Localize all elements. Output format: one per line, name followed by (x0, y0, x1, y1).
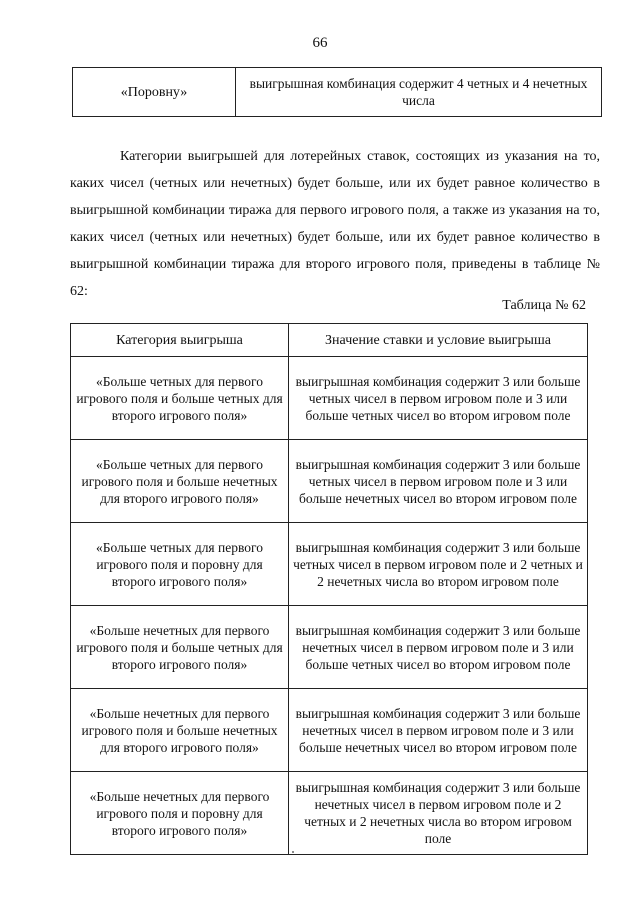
prize-categories-table (70, 323, 588, 855)
condition-cell: выигрышная комбинация содержит 3 или больше четных чисел в первом игровом поле и 3 или больше нечетных чисел во втором игровом поле (289, 440, 588, 523)
condition-cell: выигрышная комбинация содержит 3 или больше нечетных чисел в первом игровом поле и 3 или больше нечетных чисел во втором игровом поле (289, 689, 588, 772)
table-row (71, 440, 588, 523)
category-cell: «Поровну» (73, 68, 236, 117)
table-row (71, 357, 588, 440)
category-cell: «Больше четных для первого игрового поля и больше нечетных для второго игрового поля» (71, 440, 289, 523)
category-cell: «Больше четных для первого игрового поля и поровну для второго игрового поля» (71, 523, 289, 606)
condition-cell: выигрышная комбинация содержит 3 или больше нечетных чисел в первом игровом поле и 3 или больше четных чисел во втором игровом поле (289, 606, 588, 689)
column-header-condition: Значение ставки и условие выигрыша (289, 324, 588, 357)
body-paragraph: Категории выигрышей для лотерейных ставок, состоящих из указания на то, каких чисел (четных или нечетных) будет больше, или их будет равное количество в выигрышной комбинации тиража для первого игрового поля, а также из указания на то, каких чисел (четных или нечетных) будет больше, или их будет равное количество в выигрышной комбинации тиража для второго игрового поля, приведены в таблице № 62: (70, 149, 600, 299)
category-cell: «Больше нечетных для первого игрового поля и больше четных для второго игрового поля» (71, 606, 289, 689)
scan-speck (292, 851, 294, 853)
category-cell: «Больше четных для первого игрового поля и больше четных для второго игрового поля» (71, 357, 289, 440)
column-header-category: Категория выигрыша (71, 324, 289, 357)
condition-cell: выигрышная комбинация содержит 4 четных и 4 нечетных числа (236, 68, 602, 117)
table-row (71, 772, 588, 855)
table-row (73, 68, 602, 117)
table-header-row (71, 324, 588, 357)
condition-cell: выигрышная комбинация содержит 3 или больше четных чисел в первом игровом поле и 3 или больше четных чисел во втором игровом поле (289, 357, 588, 440)
table-caption: Таблица № 62 (502, 298, 586, 313)
condition-cell: выигрышная комбинация содержит 3 или больше четных чисел в первом игровом поле и 2 четных и 2 нечетных числа во втором игровом поле (289, 523, 588, 606)
page-number: 66 (312, 35, 328, 51)
category-cell: «Больше нечетных для первого игрового поля и поровну для второго игрового поля» (71, 772, 289, 855)
top-table (72, 67, 602, 117)
table-row (71, 523, 588, 606)
condition-cell: выигрышная комбинация содержит 3 или больше нечетных чисел в первом игровом поле и 2 четных и 2 нечетных числа во втором игровом поле (289, 772, 588, 855)
table-row (71, 606, 588, 689)
category-cell: «Больше нечетных для первого игрового поля и больше нечетных для второго игрового поля» (71, 689, 289, 772)
table-row (71, 689, 588, 772)
